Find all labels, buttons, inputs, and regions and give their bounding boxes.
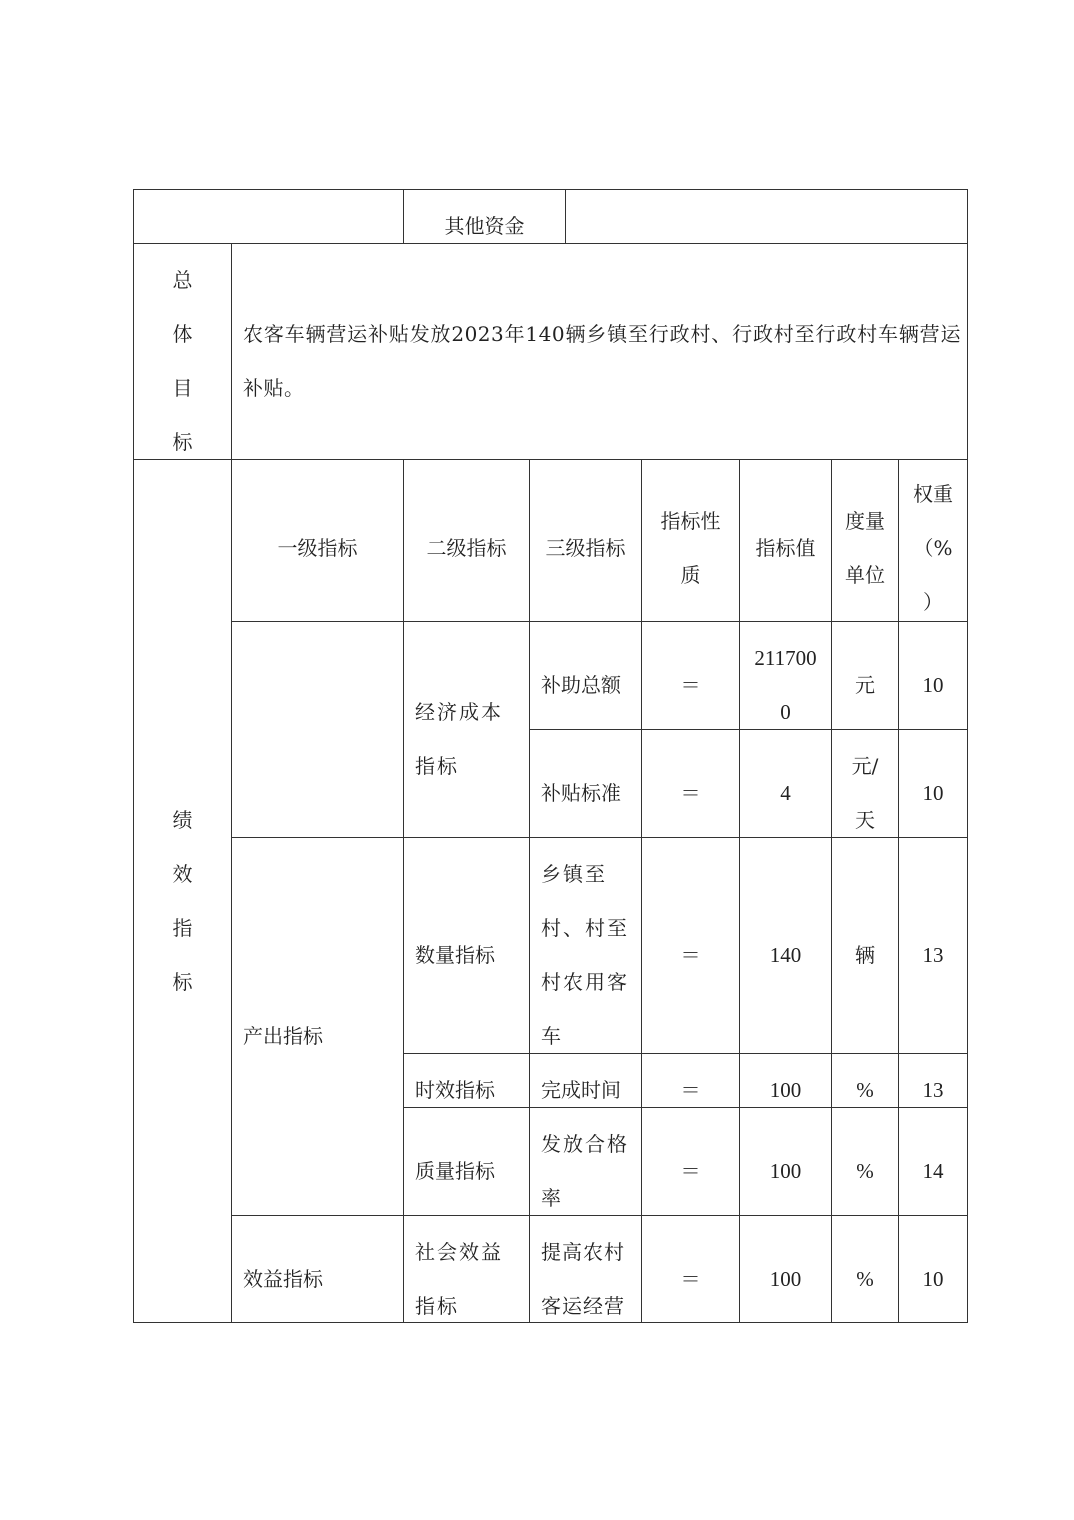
row-weight: 13 xyxy=(922,943,944,967)
row-unit xyxy=(832,658,898,712)
row-level3-line: 村农用客 xyxy=(541,970,629,994)
header-weight-line: ） xyxy=(923,590,943,614)
row-value xyxy=(740,631,831,739)
row-unit xyxy=(832,1252,898,1306)
row-level3-line: 发放合格 xyxy=(541,1132,629,1156)
label-char: 目 xyxy=(172,376,193,400)
row-value xyxy=(740,1144,831,1198)
row-unit xyxy=(832,1144,898,1198)
row-weight: 10 xyxy=(922,1267,944,1291)
row-value-line: 100 xyxy=(769,1078,802,1102)
group-level2 xyxy=(415,685,529,793)
table-border-top xyxy=(133,189,968,190)
row-unit-line: % xyxy=(856,1078,874,1102)
group-level1: 产出指标 xyxy=(243,1024,323,1048)
row-level2: 数量指标 xyxy=(415,943,495,967)
row-value xyxy=(740,1063,831,1117)
row-level3-line: 补贴标准 xyxy=(541,781,621,805)
row-unit-line: 元/ xyxy=(851,754,879,778)
group-level2-line: 指标 xyxy=(415,1294,459,1318)
row-divider xyxy=(403,1053,968,1054)
header-unit-line: 单位 xyxy=(845,563,885,587)
group-level2-line: 经济成本 xyxy=(415,700,503,724)
label-char: 总 xyxy=(172,268,193,292)
row-value xyxy=(740,928,831,982)
col-divider xyxy=(231,243,232,1323)
row-value-line: 140 xyxy=(769,943,802,967)
col-divider xyxy=(565,189,566,243)
label-char: 体 xyxy=(172,322,193,346)
row-value-line: 211700 xyxy=(754,646,817,670)
row-nature: ＝ xyxy=(680,781,701,805)
header-level2: 二级指标 xyxy=(426,536,507,560)
row-unit xyxy=(832,928,898,982)
row-weight: 13 xyxy=(922,1078,944,1102)
overall-goal-text: 农客车辆营运补贴发放2023年140辆乡镇至行政村、行政村至行政村车辆营运补贴。 xyxy=(243,322,961,400)
header-weight-line: 权重 xyxy=(913,482,953,506)
row-level3-line: 乡镇至 xyxy=(541,862,607,886)
group-level2-line: 指标 xyxy=(415,754,459,778)
row-level3 xyxy=(541,766,641,820)
col-divider xyxy=(403,459,404,1323)
row-level2: 时效指标 xyxy=(415,1078,495,1102)
row-level3 xyxy=(541,658,641,712)
row-value-line: 100 xyxy=(769,1267,802,1291)
group-level2-line: 社会效益 xyxy=(415,1240,503,1264)
header-level3: 三级指标 xyxy=(545,536,626,560)
row-value xyxy=(740,1252,831,1306)
label-char: 效 xyxy=(172,862,193,886)
row-level3-line: 完成时间 xyxy=(541,1078,621,1102)
header-unit-line: 度量 xyxy=(845,509,885,533)
header-nature xyxy=(642,494,739,602)
group-level2 xyxy=(415,1225,529,1333)
row-value-line: 0 xyxy=(780,700,791,724)
row-level3 xyxy=(541,1225,641,1333)
row-level3 xyxy=(541,1117,641,1225)
row-level2: 质量指标 xyxy=(415,1159,495,1183)
header-nature-line: 质 xyxy=(680,563,701,587)
row-nature: ＝ xyxy=(680,1078,701,1102)
row-divider xyxy=(231,621,968,622)
row-level3-line: 补助总额 xyxy=(541,673,621,697)
header-unit xyxy=(832,494,898,602)
row-unit-line: 辆 xyxy=(855,943,875,967)
row-unit-line: 天 xyxy=(855,808,875,832)
header-weight-line: （% xyxy=(913,536,953,560)
col-divider xyxy=(529,459,530,1323)
row-unit-line: % xyxy=(856,1159,874,1183)
row-nature: ＝ xyxy=(680,1267,701,1291)
row-nature: ＝ xyxy=(680,673,701,697)
header-level1: 一级指标 xyxy=(277,536,358,560)
row-level3-line: 客运经营 xyxy=(541,1294,625,1318)
row-weight: 10 xyxy=(922,781,944,805)
row-level3-line: 率 xyxy=(541,1186,563,1210)
label-char: 绩 xyxy=(172,808,193,832)
row-weight: 14 xyxy=(922,1159,944,1183)
row-unit-line: 元 xyxy=(855,673,875,697)
row-unit xyxy=(832,739,898,847)
row-unit xyxy=(832,1063,898,1117)
performance-label xyxy=(134,793,231,1009)
label-char: 标 xyxy=(172,970,193,994)
label-char: 标 xyxy=(172,430,193,454)
row-weight: 10 xyxy=(922,673,944,697)
row-nature: ＝ xyxy=(680,943,701,967)
row-level3 xyxy=(541,847,641,1063)
row-level3 xyxy=(541,1063,641,1117)
row-divider xyxy=(133,459,968,460)
header-value: 指标值 xyxy=(755,536,816,560)
label-char: 指 xyxy=(172,916,193,940)
overall-goal-label xyxy=(134,253,231,469)
header-nature-line: 指标性 xyxy=(660,509,721,533)
other-funds-label: 其他资金 xyxy=(444,214,525,238)
row-nature: ＝ xyxy=(680,1159,701,1183)
row-value xyxy=(740,766,831,820)
row-unit-line: % xyxy=(856,1267,874,1291)
row-level3-line: 车 xyxy=(541,1024,563,1048)
header-weight xyxy=(899,467,967,629)
table-border-right xyxy=(967,189,968,1323)
row-level3-line: 提高农村 xyxy=(541,1240,625,1264)
row-value-line: 100 xyxy=(769,1159,802,1183)
row-level3-line: 村、村至 xyxy=(541,916,629,940)
group-level1: 效益指标 xyxy=(243,1267,323,1291)
row-value-line: 4 xyxy=(780,781,791,805)
